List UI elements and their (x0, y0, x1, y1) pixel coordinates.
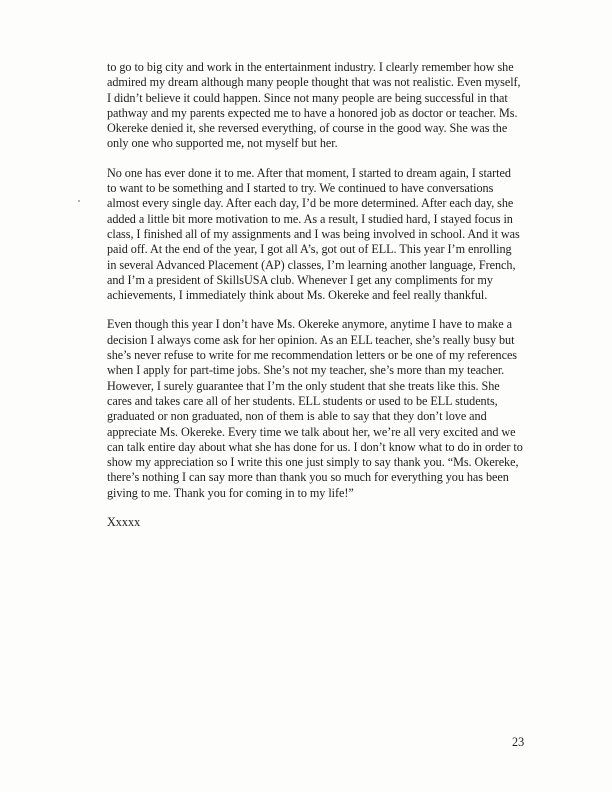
text-line: However, I surely guarantee that I’m the only student that she treats like this. She (107, 378, 500, 393)
text-line: almost every single day. After each day, I’d be more determined. After each day, she (107, 196, 514, 211)
text-line: giving to me. Thank you for coming in to my life!” (107, 485, 354, 500)
text-line: to go to big city and work in the entertainment industry. I clearly remember how she (107, 60, 514, 74)
text-line: only one who supported me, not myself but her. (107, 136, 338, 151)
text-line: admired my dream although many people thought that was not realistic. Even myself, (107, 75, 521, 90)
text-line: can talk entire day about what she has done for us. I don’t know what to do in order to (107, 439, 523, 454)
text-line: decision I always come ask for her opinion. As an ELL teacher, she’s really busy but (107, 332, 515, 347)
text-line: cares and takes care all of her students. ELL students or used to be ELL students, (107, 393, 498, 408)
text-line: No one has ever done it to me. After that moment, I started to dream again, I started (107, 165, 511, 180)
text-line: there’s nothing I can say more than thank you so much for everything you has been (107, 470, 509, 485)
text-line: class, I finished all of my assignments and I was being involved in school. And it was (107, 226, 520, 241)
text-line: and I’m a president of SkillsUSA club. Whenever I get any compliments for my (107, 272, 493, 287)
signature: Xxxxx (107, 515, 141, 530)
page-number: 23 (512, 735, 525, 749)
text-line: graduated or non graduated, non of them is able to say that they don’t love and (107, 409, 487, 424)
text-line: Okereke denied it, she reversed everything, of course in the good way. She was the (107, 121, 508, 136)
text-line: appreciate Ms. Okereke. Every time we talk about her, we’re all very excited and we (107, 424, 516, 439)
paragraph-1 (107, 60, 527, 152)
text-line: to want to be something and I started to try. We continued to have conversations (107, 181, 494, 196)
text-line: paid off. At the end of the year, I got all A’s, got out of ELL. This year I’m enrolling (107, 242, 512, 257)
text-line: I didn’t believe it could happen. Since not many people are being successful in that (107, 90, 508, 105)
text-line: show my appreciation so I write this one just simply to say thank you. “Ms. Okereke, (107, 455, 519, 470)
paragraph-3 (107, 317, 527, 501)
text-line: in several Advanced Placement (AP) classes, I’m learning another language, French, (107, 257, 516, 272)
text-line: Even though this year I don’t have Ms. Okereke anymore, anytime I have to make a (107, 317, 512, 332)
text-line: when I apply for part-time jobs. She’s not my teacher, she’s more than my teacher. (107, 363, 505, 378)
text-line: pathway and my parents expected me to have a honored job as doctor or teacher. Ms. (107, 105, 518, 120)
text-line: she’s never refuse to write for me recommendation letters or be one of my references (107, 348, 518, 363)
text-line: achievements, I immediately think about Ms. Okereke and feel really thankful. (107, 288, 488, 303)
paragraph-2 (107, 166, 527, 304)
text-line: added a little bit more motivation to me. As a result, I studied hard, I stayed focus in (107, 211, 513, 226)
scan-speck (78, 200, 80, 202)
letter-body (107, 60, 527, 530)
